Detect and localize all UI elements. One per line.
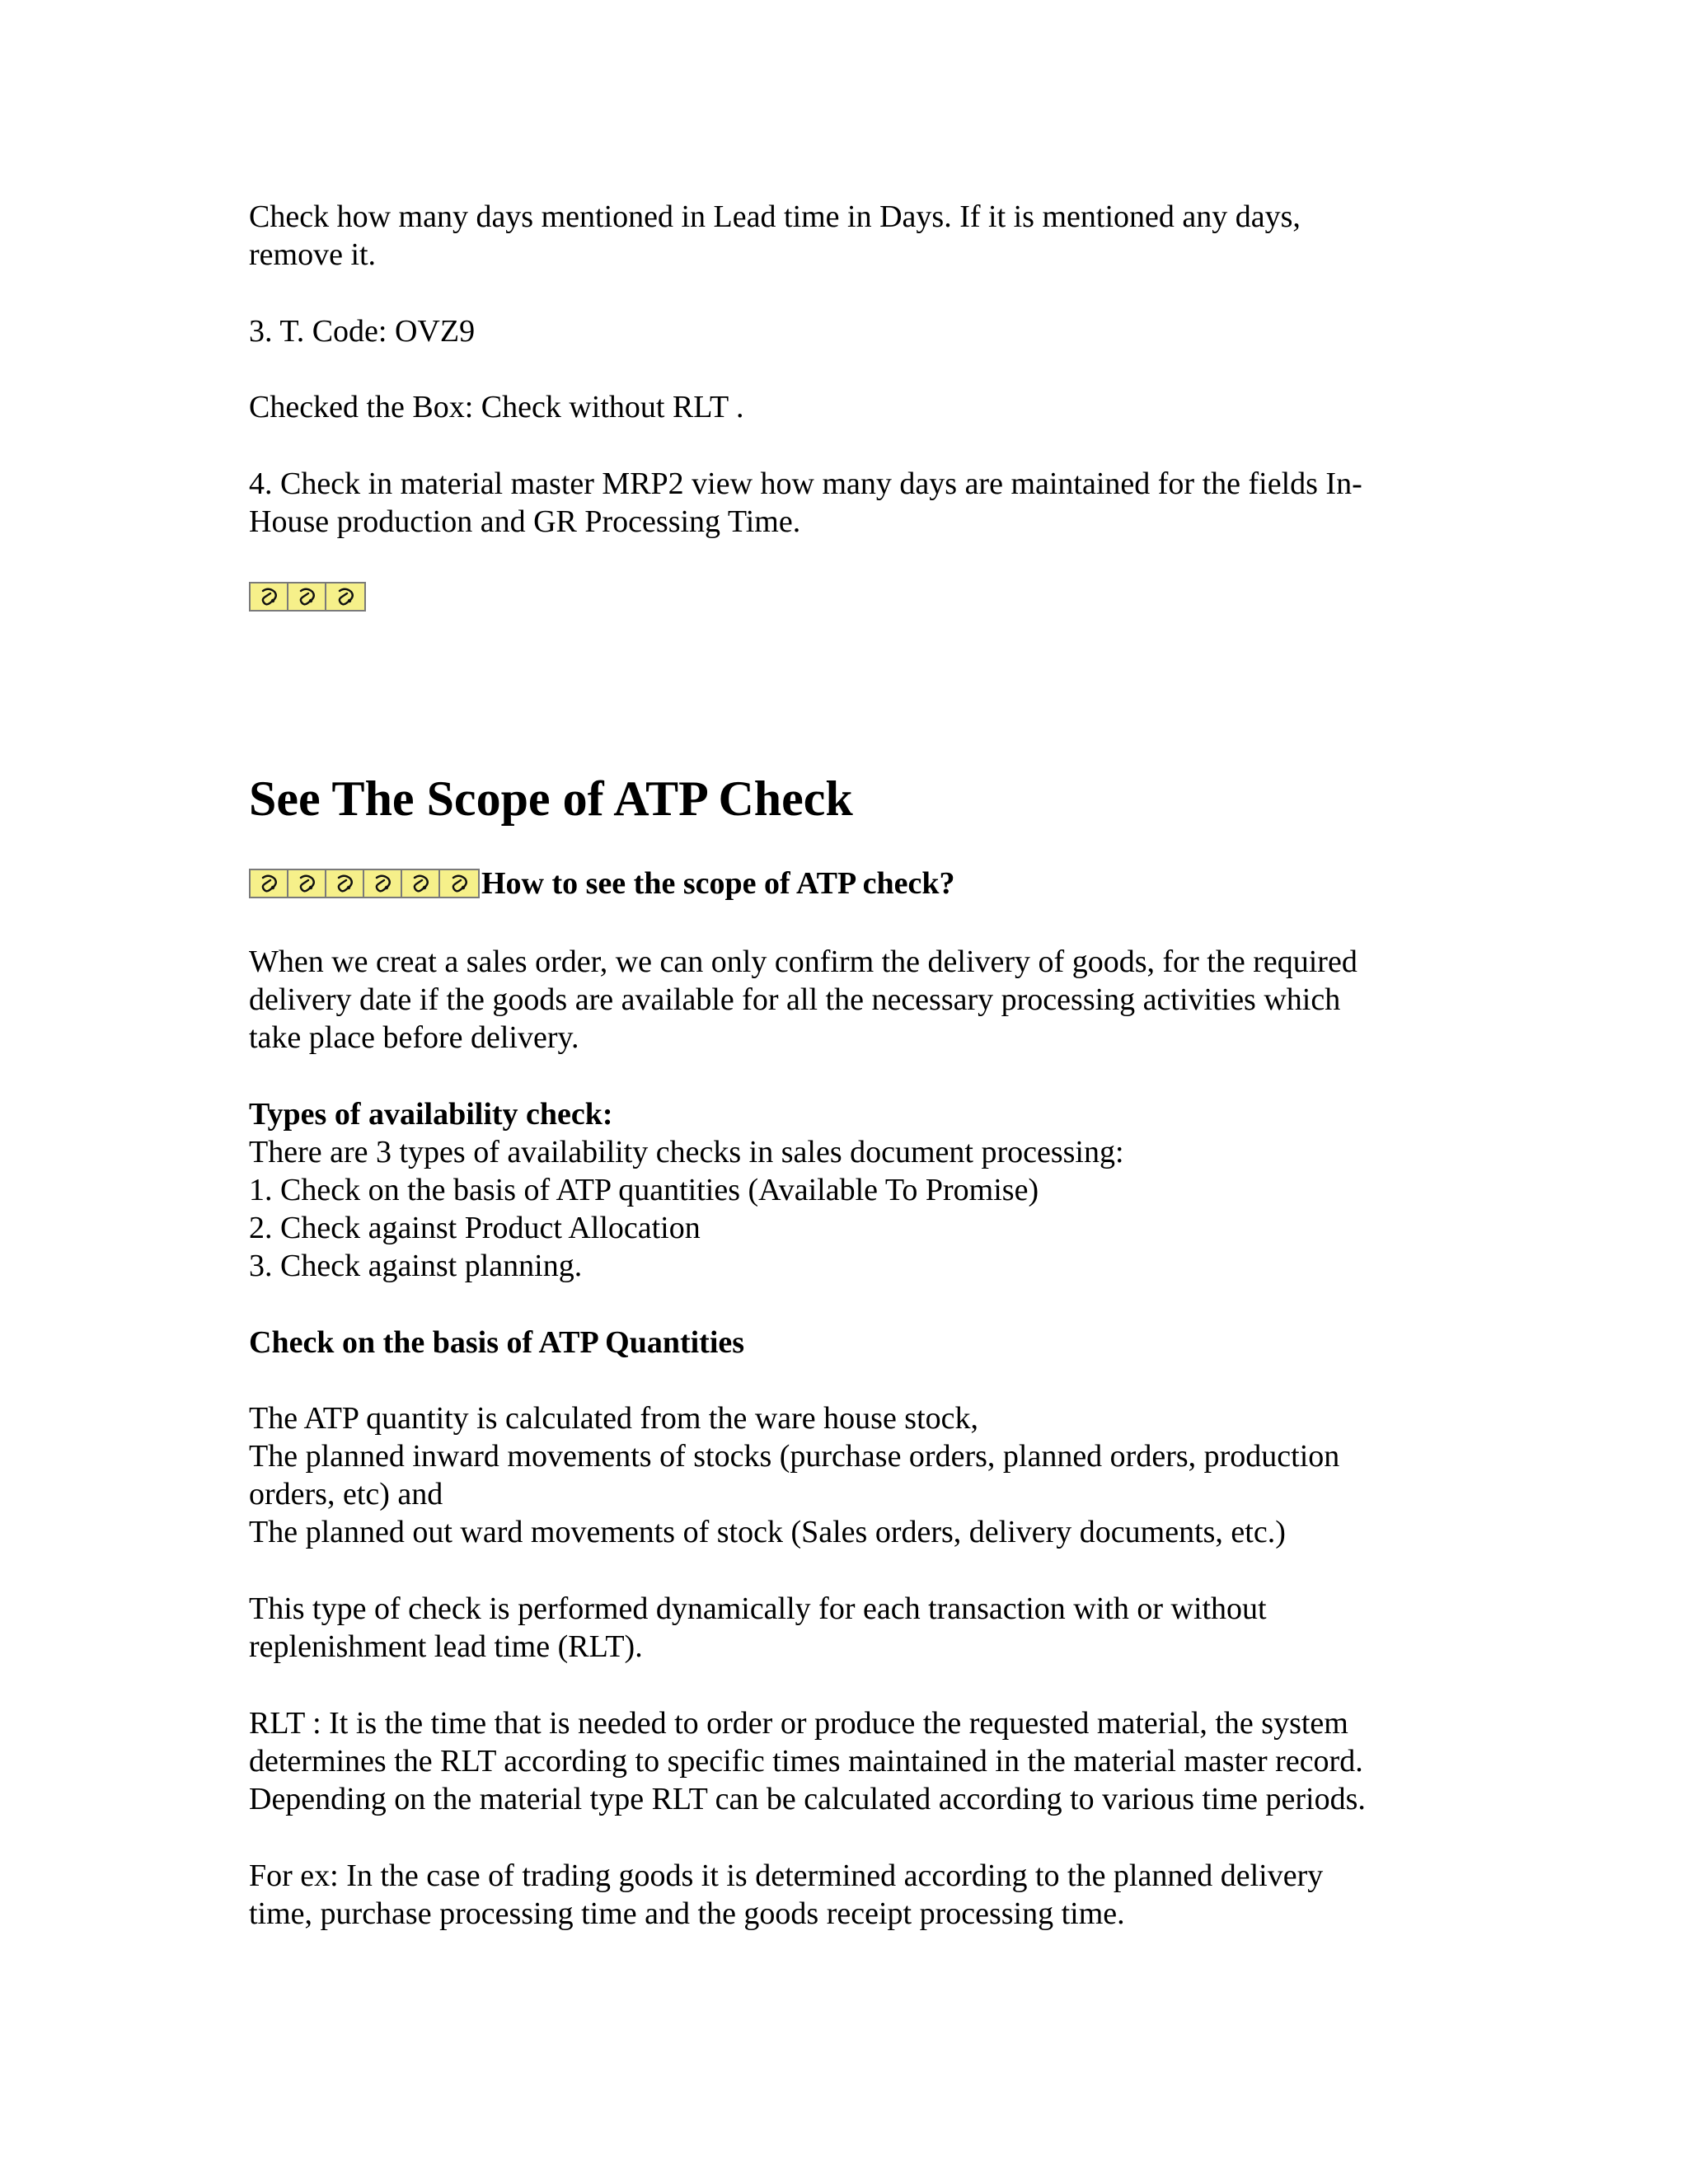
- paragraph-line: 4. Check in material master MRP2 view how many days are maintained for the fields In-: [249, 466, 1362, 501]
- step4-paragraph: [249, 465, 1452, 541]
- paragraph-line: Check how many days mentioned in Lead time in Days. If it is mentioned any days,: [249, 199, 1301, 234]
- paragraph-line: This type of check is performed dynamically for each transaction with or without: [249, 1591, 1267, 1626]
- paragraph-line: replenishment lead time (RLT).: [249, 1629, 643, 1664]
- paragraph-line: The planned inward movements of stocks (purchase orders, planned orders, production: [249, 1439, 1340, 1474]
- atp-heading-block: [249, 1324, 1452, 1361]
- rating-star-icon: [251, 583, 288, 610]
- section-subheading: [249, 865, 955, 902]
- step3-paragraph: [249, 312, 1452, 350]
- checked-box-paragraph: [249, 388, 1452, 426]
- paragraph-line: take place before delivery.: [249, 1020, 579, 1055]
- atp-calc-paragraph: [249, 1399, 1452, 1551]
- rlt-paragraph: [249, 1704, 1452, 1818]
- section-title: See The Scope of ATP Check: [249, 771, 853, 826]
- rating-star-icon: [326, 870, 364, 897]
- rating-star-icon: [402, 870, 440, 897]
- paragraph-line: For ex: In the case of trading goods it is determined according to the planned delivery: [249, 1858, 1324, 1893]
- list-item: 2. Check against Product Allocation: [249, 1211, 701, 1245]
- paragraph-line: Depending on the material type RLT can be calculated according to various time periods.: [249, 1782, 1366, 1816]
- rating-star-icon: [326, 583, 364, 610]
- paragraph-line: There are 3 types of availability checks in sales document processing:: [249, 1135, 1124, 1169]
- rating-star-icon: [364, 870, 402, 897]
- paragraph-line: When we creat a sales order, we can only confirm the delivery of goods, for the required: [249, 944, 1357, 979]
- paragraph-line: The planned out ward movements of stock (Sales orders, delivery documents, etc.): [249, 1515, 1286, 1549]
- paragraph-line: time, purchase processing time and the goods receipt processing time.: [249, 1896, 1125, 1931]
- paragraph-line: delivery date if the goods are available for all the necessary processing activities which: [249, 982, 1341, 1017]
- list-item: 1. Check on the basis of ATP quantities (Available To Promise): [249, 1173, 1039, 1207]
- list-item: 3. Check against planning.: [249, 1249, 583, 1283]
- types-heading: Types of availability check:: [249, 1097, 613, 1132]
- lead-time-paragraph: [249, 198, 1452, 274]
- types-section: [249, 1095, 1452, 1285]
- paragraph-line: The ATP quantity is calculated from the ware house stock,: [249, 1401, 979, 1436]
- paragraph-line: determines the RLT according to specific times maintained in the material master record.: [249, 1744, 1363, 1779]
- rating-star-icon: [288, 870, 326, 897]
- checked-box-text: Checked the Box: Check without RLT .: [249, 390, 744, 424]
- step3-text: 3. T. Code: OVZ9: [249, 314, 476, 349]
- example-paragraph: [249, 1857, 1452, 1933]
- paragraph-line: orders, etc) and: [249, 1477, 443, 1511]
- dynamic-paragraph: [249, 1590, 1452, 1666]
- paragraph-line: RLT : It is the time that is needed to order or produce the requested material, the system: [249, 1706, 1348, 1741]
- atp-heading: Check on the basis of ATP Quantities: [249, 1325, 745, 1360]
- rating-stars: [249, 582, 366, 612]
- intro-paragraph: [249, 943, 1452, 1057]
- rating-stars: [249, 869, 480, 898]
- paragraph-line: remove it.: [249, 237, 377, 272]
- rating-star-icon: [251, 870, 288, 897]
- rating-star-icon: [288, 583, 326, 610]
- section-subtitle: How to see the scope of ATP check?: [481, 866, 955, 901]
- rating-star-icon: [440, 870, 478, 897]
- paragraph-line: House production and GR Processing Time.: [249, 504, 801, 539]
- rating-top: [249, 582, 366, 612]
